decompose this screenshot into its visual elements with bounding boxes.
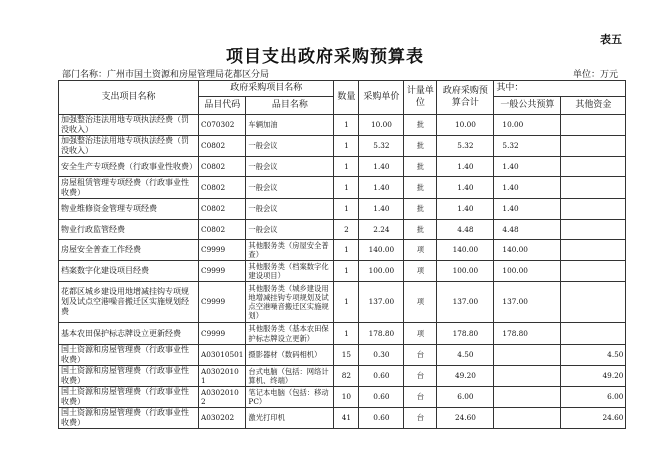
cell-total: 1.40 — [437, 177, 494, 199]
cell-name: 笔记本电脑（包括：移动PC） — [246, 387, 334, 408]
cell-other — [561, 136, 626, 157]
cell-qty: 15 — [334, 345, 359, 366]
cell-price: 178.80 — [359, 323, 404, 345]
cell-other: 24.60 — [561, 408, 626, 429]
cell-total: 140.00 — [437, 240, 494, 261]
table-row — [59, 136, 626, 157]
cell-code: C9999 — [199, 323, 246, 345]
header-qty: 数量 — [334, 81, 359, 115]
cell-general — [494, 366, 561, 387]
cell-unit: 批 — [404, 177, 437, 199]
cell-project: 档案数字化建设项目经费 — [59, 261, 199, 282]
cell-general: 140.00 — [494, 240, 561, 261]
cell-unit: 台 — [404, 387, 437, 408]
cell-other — [561, 220, 626, 240]
cell-qty: 10 — [334, 387, 359, 408]
cell-code: A03010501 — [199, 345, 246, 366]
cell-general: 1.40 — [494, 157, 561, 177]
cell-price: 140.00 — [359, 240, 404, 261]
cell-other: 6.00 — [561, 387, 626, 408]
cell-code: C070302 — [199, 115, 246, 136]
cell-code: A0302010 2 — [199, 387, 246, 408]
header-name: 品目名称 — [246, 97, 334, 115]
cell-qty: 1 — [334, 177, 359, 199]
cell-project: 基本农田保护标志牌设立更新经费 — [59, 323, 199, 345]
cell-project: 国土资源和房屋管理费（行政事业性收费） — [59, 408, 199, 429]
cell-price: 0.60 — [359, 366, 404, 387]
cell-qty: 1 — [334, 136, 359, 157]
header-unit: 计量单位 — [404, 81, 437, 115]
cell-price: 0.60 — [359, 408, 404, 429]
cell-unit: 项 — [404, 323, 437, 345]
table-row — [59, 177, 626, 199]
cell-other — [561, 177, 626, 199]
table-row — [59, 240, 626, 261]
cell-code: C0802 — [199, 220, 246, 240]
table-row — [59, 366, 626, 387]
cell-project: 国土资源和房屋管理费（行政事业性收费） — [59, 345, 199, 366]
cell-total: 1.40 — [437, 157, 494, 177]
cell-unit: 批 — [404, 115, 437, 136]
cell-unit: 批 — [404, 157, 437, 177]
cell-project: 房屋租赁管理专项经费（行政事业性收费） — [59, 177, 199, 199]
cell-general — [494, 408, 561, 429]
cell-total: 5.32 — [437, 136, 494, 157]
header-general: 一般公共预算 — [494, 97, 561, 115]
cell-qty: 41 — [334, 408, 359, 429]
cell-price: 10.00 — [359, 115, 404, 136]
cell-qty: 2 — [334, 220, 359, 240]
cell-qty: 1 — [334, 323, 359, 345]
cell-unit: 项 — [404, 261, 437, 282]
cell-general: 5.32 — [494, 136, 561, 157]
cell-name: 其他服务类（城乡建设用地增减挂钩专项规划及试点空港噪音搬迁区实施规划） — [246, 282, 334, 323]
cell-name: 一般会议 — [246, 199, 334, 220]
cell-total: 178.80 — [437, 323, 494, 345]
cell-name: 其他服务类（房屋安全普查） — [246, 240, 334, 261]
cell-other — [561, 282, 626, 323]
cell-project: 花都区城乡建设用地增减挂钩专项规划及试点空港噪音搬迁区实施规划经费 — [59, 282, 199, 323]
cell-total: 24.60 — [437, 408, 494, 429]
table-row — [59, 408, 626, 429]
budget-table — [58, 80, 626, 429]
cell-code: C0802 — [199, 199, 246, 220]
cell-qty: 1 — [334, 240, 359, 261]
cell-price: 137.00 — [359, 282, 404, 323]
cell-unit: 项 — [404, 282, 437, 323]
cell-qty: 1 — [334, 282, 359, 323]
cell-general: 10.00 — [494, 115, 561, 136]
cell-code: C9999 — [199, 261, 246, 282]
cell-general: 1.40 — [494, 177, 561, 199]
cell-project: 安全生产专项经费（行政事业性收费） — [59, 157, 199, 177]
table-row — [59, 345, 626, 366]
cell-name: 激光打印机 — [246, 408, 334, 429]
cell-code: C0802 — [199, 136, 246, 157]
cell-project: 物业维修资金管理专项经费 — [59, 199, 199, 220]
header-price: 采购单价 — [359, 81, 404, 115]
cell-price: 0.60 — [359, 387, 404, 408]
cell-total: 49.20 — [437, 366, 494, 387]
cell-project: 物业行政监管经费 — [59, 220, 199, 240]
cell-other — [561, 115, 626, 136]
cell-name: 摄影器材（数码相机） — [246, 345, 334, 366]
cell-general: 100.00 — [494, 261, 561, 282]
cell-total: 137.00 — [437, 282, 494, 323]
cell-other: 49.20 — [561, 366, 626, 387]
page-title: 项目支出政府采购预算表 — [226, 47, 424, 67]
cell-name: 台式电脑（包括：网络计算机、终端） — [246, 366, 334, 387]
cell-general: 4.48 — [494, 220, 561, 240]
header-catalog: 政府采购项目名称 — [199, 81, 334, 97]
cell-price: 2.24 — [359, 220, 404, 240]
cell-project: 加强整治违法用地专项执法经费（罚没收入） — [59, 136, 199, 157]
cell-general — [494, 345, 561, 366]
cell-general: 1.40 — [494, 199, 561, 220]
cell-qty: 1 — [334, 157, 359, 177]
cell-project: 国土资源和房屋管理费（行政事业性收费） — [59, 387, 199, 408]
cell-unit: 台 — [404, 408, 437, 429]
cell-other — [561, 199, 626, 220]
cell-unit: 台 — [404, 366, 437, 387]
table-row — [59, 387, 626, 408]
cell-general: 137.00 — [494, 282, 561, 323]
cell-unit: 批 — [404, 220, 437, 240]
cell-unit: 台 — [404, 345, 437, 366]
table-row — [59, 199, 626, 220]
cell-qty: 1 — [334, 115, 359, 136]
cell-qty: 82 — [334, 366, 359, 387]
cell-qty: 1 — [334, 199, 359, 220]
header-among: 其中： — [494, 81, 626, 97]
unit-label: 单位：万元 — [572, 70, 618, 80]
cell-total: 4.50 — [437, 345, 494, 366]
cell-price: 100.00 — [359, 261, 404, 282]
department-name: 部门名称：广州市国土资源和房屋管理局花都区分局 — [62, 70, 270, 80]
cell-general — [494, 387, 561, 408]
header-code: 品目代码 — [199, 97, 246, 115]
cell-project: 房屋安全普查工作经费 — [59, 240, 199, 261]
cell-price: 1.40 — [359, 157, 404, 177]
cell-code: C9999 — [199, 240, 246, 261]
cell-other — [561, 323, 626, 345]
cell-unit: 项 — [404, 240, 437, 261]
cell-name: 其他服务类（档案数字化建设项目） — [246, 261, 334, 282]
cell-code: C0802 — [199, 157, 246, 177]
cell-code: A0302010 1 — [199, 366, 246, 387]
cell-project: 国土资源和房屋管理费（行政事业性收费） — [59, 366, 199, 387]
cell-price: 1.40 — [359, 199, 404, 220]
cell-code: C0802 — [199, 177, 246, 199]
header-total: 政府采购预算合计 — [437, 81, 494, 115]
table-row — [59, 323, 626, 345]
cell-general: 178.80 — [494, 323, 561, 345]
cell-price: 0.30 — [359, 345, 404, 366]
cell-other: 4.50 — [561, 345, 626, 366]
cell-total: 6.00 — [437, 387, 494, 408]
cell-name: 车辆加油 — [246, 115, 334, 136]
cell-other — [561, 157, 626, 177]
cell-code: C9999 — [199, 282, 246, 323]
cell-name: 一般会议 — [246, 136, 334, 157]
cell-total: 4.48 — [437, 220, 494, 240]
cell-code: A030202 — [199, 408, 246, 429]
cell-unit: 批 — [404, 136, 437, 157]
table-row — [59, 115, 626, 136]
cell-name: 其他服务类（基本农田保护标志牌设立更新） — [246, 323, 334, 345]
table-row — [59, 282, 626, 323]
table-row — [59, 220, 626, 240]
cell-other — [561, 261, 626, 282]
cell-name: 一般会议 — [246, 220, 334, 240]
cell-project: 加强整治违法用地专项执法经费（罚没收入） — [59, 115, 199, 136]
cell-total: 100.00 — [437, 261, 494, 282]
header-other: 其他资金 — [561, 97, 626, 115]
cell-total: 1.40 — [437, 199, 494, 220]
header-project: 支出项目名称 — [59, 81, 199, 115]
cell-qty: 1 — [334, 261, 359, 282]
table-row — [59, 261, 626, 282]
cell-name: 一般会议 — [246, 177, 334, 199]
cell-other — [561, 240, 626, 261]
cell-total: 10.00 — [437, 115, 494, 136]
cell-price: 1.40 — [359, 177, 404, 199]
table-row — [59, 157, 626, 177]
cell-name: 一般会议 — [246, 157, 334, 177]
table-number: 表五 — [600, 33, 622, 46]
cell-unit: 批 — [404, 199, 437, 220]
cell-price: 5.32 — [359, 136, 404, 157]
